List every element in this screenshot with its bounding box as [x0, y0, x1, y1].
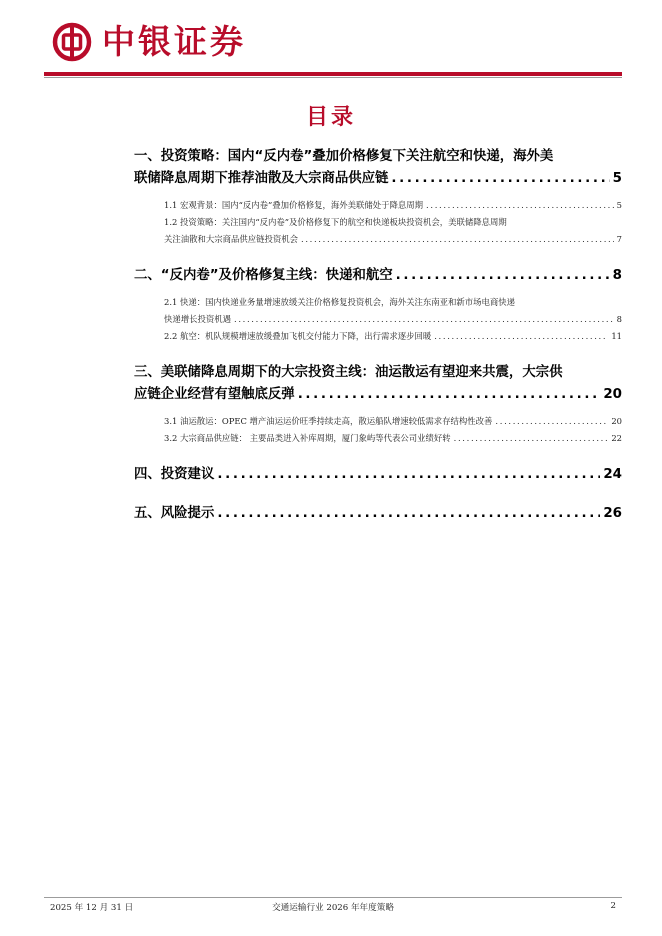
- toc-section[interactable]: [134, 503, 622, 525]
- toc-subsection[interactable]: [134, 328, 622, 345]
- toc-subsection[interactable]: [134, 413, 622, 430]
- toc-section[interactable]: [134, 464, 622, 486]
- toc-section-title-line: 四、投资建议: [134, 467, 215, 482]
- toc-title: 目录: [305, 105, 356, 130]
- brand-name: 中银证券: [102, 22, 246, 61]
- dot-leader: [298, 384, 601, 406]
- table-of-contents: [134, 146, 622, 525]
- toc-section-title-line: 联储降息周期下推荐油散及大宗商品供应链: [134, 171, 389, 186]
- dot-leader: [495, 413, 608, 430]
- toc-section-page-number: 5: [612, 171, 622, 186]
- toc-section[interactable]: [134, 362, 622, 406]
- toc-section-page-number: 20: [603, 387, 622, 402]
- toc-section-page-number: 8: [612, 268, 622, 283]
- dot-leader: [454, 430, 609, 447]
- dot-leader: [217, 503, 600, 525]
- toc-section-page-number: 26: [603, 506, 622, 521]
- toc-section-title-line: 三、美联储降息周期下的大宗投资主线：油运散运有望迎来共震，大宗供: [134, 365, 563, 380]
- bank-of-china-logo-icon: [52, 22, 92, 62]
- page-header: [0, 0, 662, 80]
- header-rule-secondary: [44, 77, 622, 78]
- toc-subsection-title-line: 3.1 油运散运：OPEC 增产油运运价旺季持续走高，散运船队增速较低需求存结构性改善: [164, 416, 493, 426]
- toc-subsection-title-line: 1.2 投资策略：关注国内“反内卷”及价格修复下的航空和快递板块投资机会，美联储降息周期: [164, 217, 507, 227]
- dot-leader: [217, 464, 600, 486]
- footer-date: 2025 年 12 月 31 日: [50, 903, 134, 913]
- dot-leader: [234, 311, 614, 328]
- toc-subsection-page-number: 8: [616, 314, 622, 324]
- toc-subsection[interactable]: [134, 197, 622, 214]
- toc-section[interactable]: [134, 146, 622, 190]
- toc-subsection-title-line: 3.2 大宗商品供应链： 主要品类进入补库周期，厦门象屿等代表公司业绩好转: [164, 433, 451, 443]
- toc-section[interactable]: [134, 265, 622, 287]
- toc-section-title-line: 五、风险提示: [134, 506, 215, 521]
- toc-section-title-line: 应链企业经营有望触底反弹: [134, 387, 295, 402]
- toc-subsection[interactable]: [134, 430, 622, 447]
- toc-section-page-number: 24: [603, 467, 622, 482]
- dot-leader: [391, 168, 609, 190]
- dot-leader: [396, 265, 610, 287]
- toc-subsection-title-line: 2.2 航空：机队规模增速放缓叠加飞机交付能力下降，出行需求逐步回暖: [164, 331, 432, 341]
- toc-subsection-page-number: 20: [611, 416, 622, 426]
- toc-section-title-line: 二、“反内卷”及价格修复主线：快递和航空: [134, 268, 393, 283]
- dot-leader: [426, 197, 614, 214]
- toc-subsection[interactable]: [134, 214, 622, 248]
- footer-rule: [44, 897, 622, 898]
- footer-page-number: 2: [610, 901, 616, 911]
- toc-subsection-title-line: 快递增长投资机遇: [164, 314, 231, 324]
- toc-subsection-page-number: 11: [611, 331, 622, 341]
- page-footer: [44, 901, 622, 917]
- toc-subsection-page-number: 22: [611, 433, 622, 443]
- toc-section-title-line: 一、投资策略：国内“反内卷”叠加价格修复下关注航空和快递，海外美: [134, 149, 554, 164]
- toc-subsection-title-line: 关注油散和大宗商品供应链投资机会: [164, 234, 298, 244]
- dot-leader: [434, 328, 608, 345]
- toc-subsection-page-number: 7: [616, 234, 622, 244]
- footer-report-title: 交通运输行业 2026 年年度策略: [272, 903, 394, 913]
- toc-subsection-title-line: 1.1 宏观背景：国内“反内卷”叠加价格修复，海外美联储处于降息周期: [164, 200, 424, 210]
- toc-subsection-page-number: 5: [616, 200, 622, 210]
- dot-leader: [301, 231, 614, 248]
- toc-subsection[interactable]: [134, 294, 622, 328]
- header-rule: [44, 72, 622, 76]
- toc-subsection-title-line: 2.1 快递：国内快递业务量增速放缓关注价格修复投资机会，海外关注东南亚和新市场电商快递: [164, 297, 515, 307]
